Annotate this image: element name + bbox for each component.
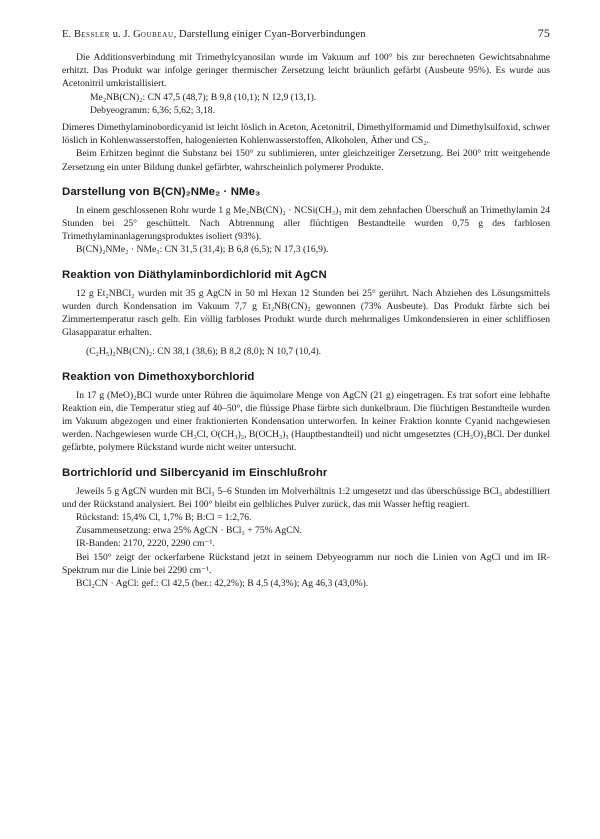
paragraph: Bei 150° zeigt der ockerfarbene Rückstand jetzt in seinem Debyeogramm nur noch die Linien von AgCl und im IR-Spektrum nur die Linie bei 2290 cm⁻¹.: [62, 551, 550, 576]
running-title: [62, 29, 366, 40]
paragraph: Beim Erhitzen beginnt die Substanz bei 150° zu sublimieren, unter gleichzeitiger Zersetzung. Bei 200° tritt weitgehende Zersetzung ein unter Bildung dunkel gefärbter, wahrscheinlich polymerer Produkte.: [62, 148, 550, 173]
formula-line: IR-Banden: 2170, 2220, 2290 cm⁻¹.: [76, 538, 215, 550]
paragraph: Jeweils 5 g AgCN wurden mit BCl₃ 5–6 Stunden im Molverhältnis 1:2 umgesetzt und das überschüssige BCl₃ abdestilliert und der Rückstand analysiert. Bei 100° bleibt ein gelbliches Pulver zurück, das mit Wasser heftig reagiert.: [62, 485, 550, 510]
formula-line: BCl₂CN · AgCl: gef.: Cl 42,5 (ber.: 42,2%); B 4,5 (4,3%); Ag 46,3 (43,0%).: [76, 578, 369, 590]
running-head: [62, 26, 550, 41]
paragraph: In 17 g (MeO)₂BCl wurde unter Rühren die äquimolare Menge von AgCN (21 g) eingetragen. Es trat sofort eine lebhafte Reaktion ein, die Temperatur stieg auf 40–50°, die flüssige Phase färbte sich dunkelbraun. Die flüchtigen Bestandteile wurden im Vakuum abgezogen und einer fraktionierten Kondensation unterworfen. In keiner Fraktion konnte Cyanid nachgewiesen werden. Nachgewiesen wurde CH₃Cl, O(CH₃)₂, B(OCH₃)₃ (Hauptbestandteil) und nicht umgesetztes (CH₃O)₂BCl. Der dunkel gefärbte, polymere Rückstand wurde nicht weiter untersucht.: [62, 389, 550, 454]
author-initial-2: u. J. G: [109, 29, 141, 40]
formula-line: Me₂NB(CN)₂: CN 47,5 (48,7); B 9,8 (10,1); N 12,9 (13,1).: [90, 91, 317, 103]
section-heading: Bortrichlorid und Silbercyanid im Einschlußrohr: [62, 466, 328, 479]
paragraph: Die Additionsverbindung mit Trimethylcyanosilan wurde im Vakuum auf 100° bis zur berechneten Gewichtsabnahme erhitzt. Das Produkt war infolge geringer thermischer Zersetzung leicht bräunlich gefärbt (Ausbeute 95%). Es wurde aus Acetonitril umkristallisiert.: [62, 52, 550, 90]
paragraph: 12 g Et₂NBCl₂ wurden mit 35 g AgCN in 50 ml Hexan 12 Stunden bei 25° gerührt. Nach Abziehen des Lösungsmittels wurden durch Kondensation im Vakuum 7,7 g Et₂NB(CN)₂ gewonnen (73% Ausbeute). Das Produkt färbte sich bei Zimmertemperatur rasch gelb. Ein völlig farbloses Produkt wurde durch mehrmaliges Umkondensieren in einer schliffiosen Glasapparatur erhalten.: [62, 287, 550, 339]
formula-line: B(CN)₂NMe₂ · NMe₃: CN 31,5 (31,4); B 6,8 (6,5); N 17,3 (16,9).: [76, 244, 329, 256]
page-number: 75: [537, 26, 550, 40]
author-initial-1: E. B: [62, 29, 82, 40]
paragraph: In einem geschlossenen Rohr wurde 1 g Me₂NB(CN)₂ · NCSi(CH₃)₃ mit dem zehnfachen Überschuß an Trimethylamin 24 Stunden bei 25° geschüttelt. Nach Abtrennung aller flüchtigen Bestandteile wurden 0,75 g des farblosen Trimethylaminanlagerungsproduktes isoliert (93%).: [62, 204, 550, 243]
formula-line: Rückstand: 15,4% Cl, 1,7% B; B:Cl = 1:2,76.: [76, 512, 252, 524]
section-heading: Reaktion von Dimethoxyborchlorid: [62, 370, 255, 383]
author-name-2: oubeau: [140, 29, 174, 40]
section-heading: Reaktion von Diäthylaminbordichlorid mit AgCN: [62, 268, 327, 281]
journal-page: [62, 26, 550, 590]
author-name-1: essler: [81, 29, 110, 40]
formula-line: Debyeogramm: 6,36; 5,62; 3,18.: [90, 104, 215, 116]
section-heading: Darstellung von B(CN)₂NMe₂ · NMe₃: [62, 185, 261, 198]
formula-line: Zusammensetzung: etwa 25% AgCN · BCl₃ + 75% AgCN.: [76, 525, 302, 537]
article-title: , Darstellung einiger Cyan-Borverbindungen: [173, 29, 366, 40]
formula-line: (C₂H₅)₂NB(CN)₂: CN 38,1 (38,6); B 8,2 (8,0); N 10,7 (10,4).: [86, 346, 322, 358]
paragraph: Dimeres Dimethylaminobordicyanid ist leicht löslich in Aceton, Acetonitril, Dimethylformamid und Dimethylsulfoxid, schwer löslich in Kohlenwasserstoffen, halogenierten Kohlenwasserstoffen, Alkoholen, Äther und CS₂.: [62, 122, 550, 147]
